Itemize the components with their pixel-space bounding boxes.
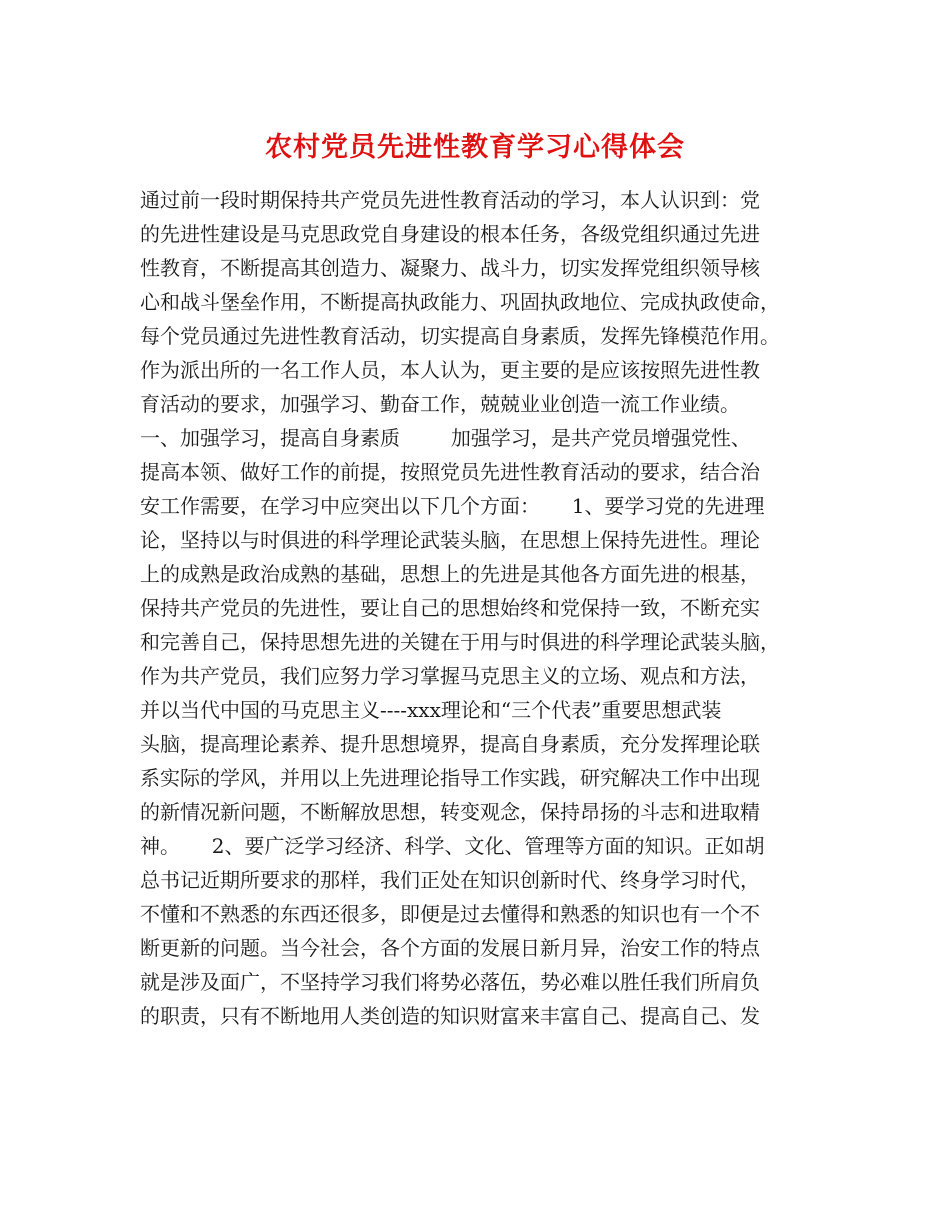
body-line: 头脑，提高理论素养、提升思想境界，提高自身素质，充分发挥理论联 bbox=[140, 732, 760, 756]
body-line: 总书记近期所要求的那样，我们正处在知识创新时代、终身学习时代， bbox=[140, 868, 760, 892]
body-line: 育活动的要求，加强学习、勤奋工作，兢兢业业创造一流工作业绩。 bbox=[140, 392, 740, 416]
body-line: 通过前一段时期保持共产党员先进性教育活动的学习，本人认识到：党 bbox=[140, 188, 760, 212]
body-line: 每个党员通过先进性教育活动，切实提高自身素质，发挥先锋模范作用。 bbox=[140, 324, 780, 348]
body-line: 不懂和不熟悉的东西还很多，即便是过去懂得和熟悉的知识也有一个不 bbox=[140, 902, 760, 926]
body-line: 作为共产党员，我们应努力学习掌握马克思主义的立场、观点和方法， bbox=[140, 664, 760, 688]
body-line: 系实际的学风，并用以上先进理论指导工作实践，研究解决工作中出现 bbox=[140, 766, 760, 790]
body-line: 断更新的问题。当今社会，各个方面的发展日新月异，治安工作的特点 bbox=[140, 936, 760, 960]
page-title: 农村党员先进性教育学习心得体会 bbox=[265, 132, 685, 163]
body-line: 作为派出所的一名工作人员，本人认为，更主要的是应该按照先进性教 bbox=[140, 358, 760, 382]
body-line: 和完善自己，保持思想先进的关键在于用与时俱进的科学理论武装头脑， bbox=[140, 630, 780, 654]
body-line: 论，坚持以与时俱进的科学理论武装头脑，在思想上保持先进性。理论 bbox=[140, 528, 760, 552]
body-line: 一、加强学习，提高自身素质 加强学习，是共产党员增强党性、 bbox=[140, 426, 751, 450]
body-line: 上的成熟是政治成熟的基础，思想上的先进是其他各方面先进的根基， bbox=[140, 562, 760, 586]
body-line: 心和战斗堡垒作用，不断提高执政能力、巩固执政地位、完成执政使命， bbox=[140, 290, 780, 314]
body-line: 性教育，不断提高其创造力、凝聚力、战斗力，切实发挥党组织领导核 bbox=[140, 256, 760, 280]
body-text bbox=[140, 183, 820, 1033]
body-line: 的先进性建设是马克思政党自身建设的根本任务，各级党组织通过先进 bbox=[140, 222, 760, 246]
body-line: 保持共产党员的先进性，要让自己的思想始终和党保持一致，不断充实 bbox=[140, 596, 760, 620]
body-line: 的新情况新问题，不断解放思想，转变观念，保持昂扬的斗志和进取精 bbox=[140, 800, 760, 824]
body-line: 并以当代中国的马克思主义----xxx理论和“三个代表”重要思想武装 bbox=[140, 698, 722, 722]
body-line: 的职责，只有不断地用人类创造的知识财富来丰富自己、提高自己、发 bbox=[140, 1004, 760, 1028]
body-line: 神。 2、要广泛学习经济、科学、文化、管理等方面的知识。正如胡 bbox=[140, 834, 765, 858]
body-line: 提高本领、做好工作的前提，按照党员先进性教育活动的要求，结合治 bbox=[140, 460, 760, 484]
body-line: 就是涉及面广，不坚持学习我们将势必落伍，势必难以胜任我们所肩负 bbox=[140, 970, 760, 994]
body-line: 安工作需要，在学习中应突出以下几个方面： 1、要学习党的先进理 bbox=[140, 494, 765, 518]
